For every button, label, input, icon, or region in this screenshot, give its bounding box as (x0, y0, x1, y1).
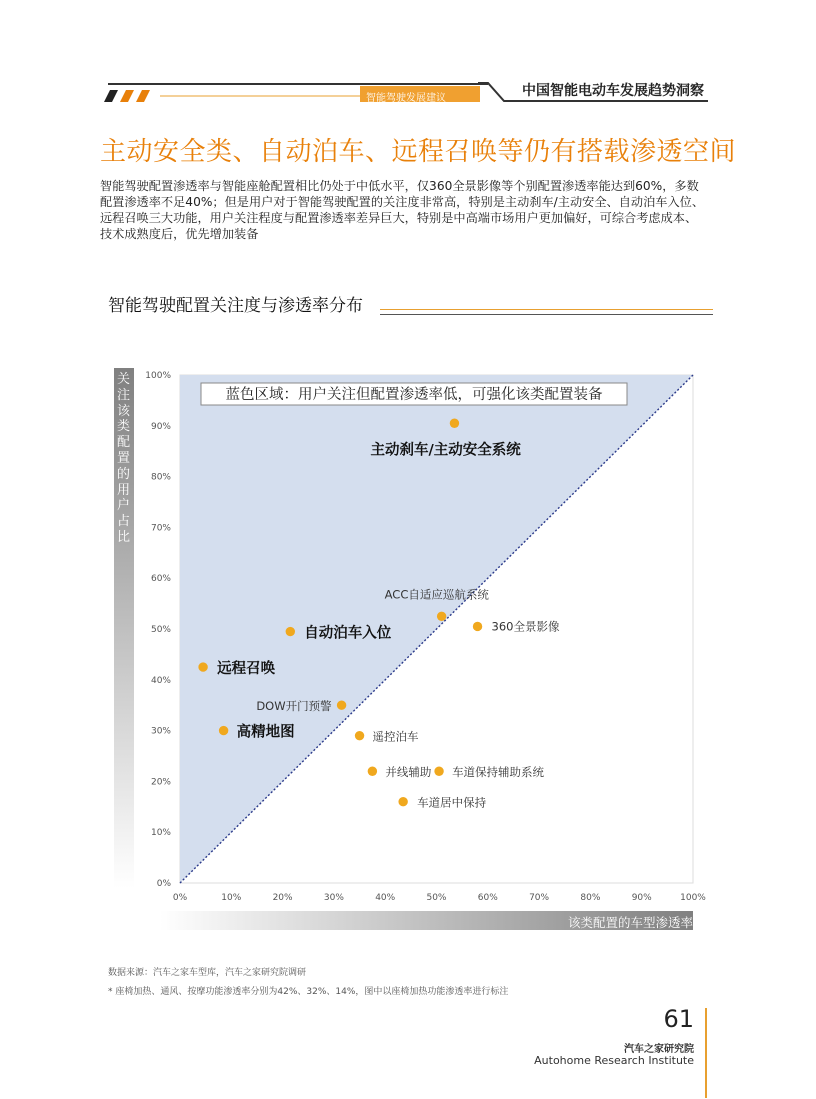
data-point-label: 车道保持辅助系统 (452, 765, 545, 780)
y-tick-label: 0% (156, 879, 171, 889)
x-tick-label: 100% (680, 893, 706, 903)
data-point (337, 701, 346, 710)
data-point (198, 662, 207, 671)
data-point (219, 726, 228, 735)
data-point (473, 622, 482, 631)
y-tick-label: 60% (150, 574, 171, 585)
heading-underline (380, 314, 713, 315)
data-point (355, 731, 364, 740)
y-axis-label: 关注该类配置的用户占比 (117, 372, 131, 545)
x-tick-label: 80% (580, 893, 601, 903)
data-point (437, 612, 446, 621)
data-point-label: 并线辅助 (385, 765, 432, 780)
data-point-label: DOW开门预警 (256, 699, 332, 714)
x-tick-label: 30% (323, 893, 344, 903)
org-name-en: Autohome Research Institute (534, 1054, 694, 1067)
data-point (368, 767, 377, 776)
data-point-label: ACC自适应巡航系统 (384, 587, 489, 602)
page-number: 61 (663, 1005, 694, 1033)
header-divider-decoration (478, 82, 508, 104)
y-tick-label: 50% (150, 625, 171, 635)
data-point-label: 高精地图 (236, 724, 295, 741)
x-tick-label: 40% (375, 893, 396, 903)
data-point (286, 627, 295, 636)
page-description: 智能驾驶配置渗透率与智能座舱配置相比仍处于中低水平，仅360全景影像等个别配置渗透率能达到60%，多数配置渗透率不足40%；但是用户对于智能驾驶配置的关注度非常高，特别是主动刹车/主动安全、自动泊车入位、远程召唤三大功能，用户关注程度与配置渗透率差异巨大，特别是中高端市场用户更加偏好，可综合考虑成本、技术成熟度后，优先增加装备 (100, 179, 705, 241)
y-tick-label: 70% (150, 523, 171, 534)
header-right-rule (505, 100, 708, 102)
y-tick-label: 80% (150, 472, 171, 483)
y-tick-label: 90% (150, 421, 171, 432)
data-source-note: 数据来源：汽车之家车型库，汽车之家研究院调研 (108, 968, 307, 978)
header-section-label: 智能驾驶发展建议 (366, 93, 446, 104)
y-tick-label: 40% (150, 675, 171, 686)
header-stripes-decoration (100, 90, 160, 102)
page-title: 主动安全类、自动泊车、远程召唤等仍有搭载渗透空间 (100, 137, 737, 167)
x-tick-label: 50% (426, 893, 447, 903)
y-tick-label: 30% (150, 726, 171, 737)
x-tick-label: 60% (477, 893, 498, 903)
x-tick-label: 90% (631, 893, 652, 903)
x-tick-label: 0% (172, 893, 188, 903)
x-tick-label: 20% (272, 893, 293, 903)
data-point-label: 遥控泊车 (372, 729, 419, 744)
footer-accent-line (705, 1008, 707, 1098)
data-point-label: 360全景影像 (491, 619, 560, 634)
x-tick-label: 10% (221, 893, 242, 903)
data-point-label: 远程召唤 (217, 661, 276, 678)
footnote: * 座椅加热、通风、按摩功能渗透率分别为42%、32%、14%，图中以座椅加热功能渗透率进行标注 (108, 987, 509, 997)
y-tick-label: 20% (150, 777, 171, 788)
data-point (450, 419, 459, 428)
report-title: 中国智能电动车发展趋势洞察 (522, 83, 704, 99)
data-point (398, 797, 407, 806)
data-point-label: 车道居中保持 (417, 795, 487, 810)
y-tick-label: 10% (150, 828, 171, 839)
y-tick-label: 100% (145, 371, 171, 381)
data-point-label: 主动刹车/主动安全系统 (370, 442, 521, 459)
data-point-label: 自动泊车入位 (304, 625, 392, 642)
heading-underline-orange (380, 309, 713, 310)
x-axis-label: 该类配置的车型渗透率 (567, 915, 693, 930)
data-point (434, 767, 443, 776)
region-annotation: 蓝色区域：用户关注但配置渗透率低，可强化该类配置装备 (225, 387, 603, 403)
chart-heading: 智能驾驶配置关注度与渗透率分布 (108, 296, 363, 316)
x-tick-label: 70% (529, 893, 550, 903)
scatter-chart (140, 360, 720, 905)
org-name-cn: 汽车之家研究院 (624, 1044, 694, 1055)
header-rule (108, 83, 488, 85)
